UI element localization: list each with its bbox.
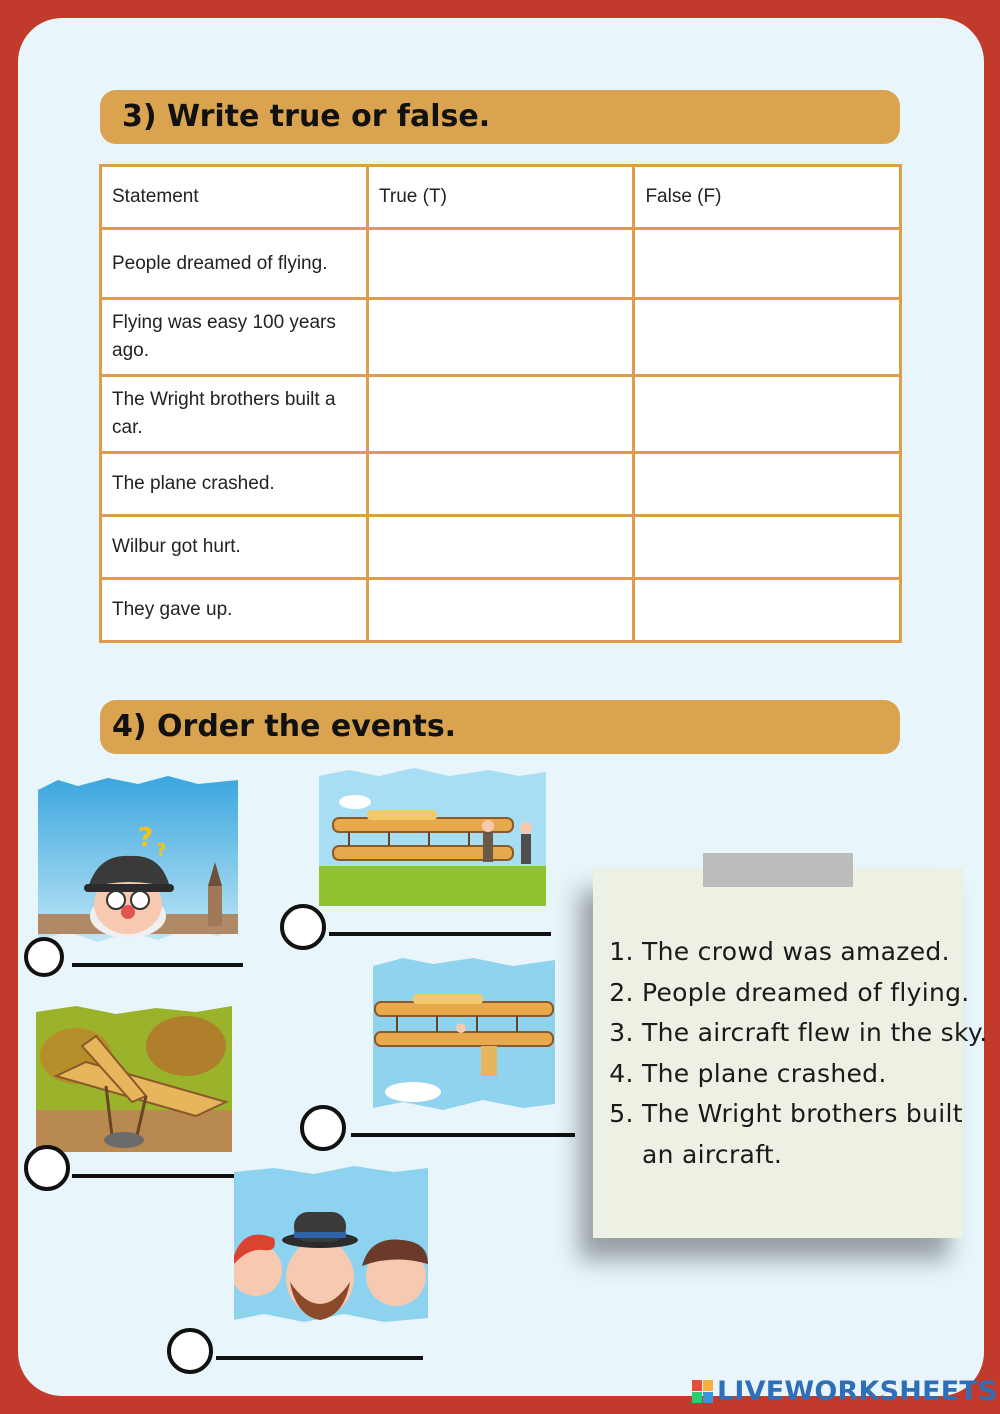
table-row bbox=[101, 516, 901, 579]
event-item: 2. People dreamed of flying. bbox=[642, 973, 994, 1014]
answer-circle-2[interactable] bbox=[280, 904, 326, 950]
statement-cell: The plane crashed. bbox=[101, 453, 368, 516]
table-row bbox=[101, 579, 901, 642]
statement-cell: They gave up. bbox=[101, 579, 368, 642]
event-item: 5. The Wright brothers built an aircraft. bbox=[642, 1094, 994, 1175]
section-3-title: 3) Write true or false. bbox=[100, 90, 900, 144]
answer-line-5 bbox=[216, 1356, 423, 1360]
event-item: 3. The aircraft flew in the sky. bbox=[642, 1013, 994, 1054]
answer-circle-3[interactable] bbox=[24, 1145, 70, 1191]
answer-circle-5[interactable] bbox=[167, 1328, 213, 1374]
aircraft-flying-image bbox=[373, 958, 555, 1110]
logo-icon bbox=[692, 1380, 713, 1403]
false-answer-cell[interactable] bbox=[634, 376, 901, 453]
svg-text:?: ? bbox=[156, 840, 167, 861]
statement-cell: Flying was easy 100 years ago. bbox=[101, 299, 368, 376]
true-answer-cell[interactable] bbox=[368, 516, 634, 579]
answer-line-4 bbox=[351, 1133, 575, 1137]
table-row bbox=[101, 229, 901, 299]
false-answer-cell[interactable] bbox=[634, 453, 901, 516]
true-answer-cell[interactable] bbox=[368, 299, 634, 376]
section-4-title: 4) Order the events. bbox=[100, 700, 900, 754]
answer-line-3 bbox=[72, 1174, 243, 1178]
true-answer-cell[interactable] bbox=[368, 579, 634, 642]
events-list bbox=[612, 932, 994, 1175]
header-false: False (F) bbox=[634, 166, 901, 229]
statement-cell: The Wright brothers built a car. bbox=[101, 376, 368, 453]
false-answer-cell[interactable] bbox=[634, 299, 901, 376]
table-row bbox=[101, 453, 901, 516]
amazed-crowd-image bbox=[234, 1166, 428, 1322]
event-item: 4. The plane crashed. bbox=[642, 1054, 994, 1095]
true-answer-cell[interactable] bbox=[368, 229, 634, 299]
answer-line-2 bbox=[329, 932, 551, 936]
brothers-with-aircraft-image bbox=[319, 768, 546, 906]
answer-circle-1[interactable] bbox=[24, 937, 64, 977]
liveworksheets-logo bbox=[692, 1374, 998, 1408]
brand-name: LIVEWORKSHEETS bbox=[717, 1375, 998, 1407]
svg-text:?: ? bbox=[138, 823, 154, 853]
plane-crashed-image bbox=[36, 1006, 232, 1152]
old-man-dreaming-image bbox=[38, 776, 238, 944]
answer-line-1 bbox=[72, 963, 243, 967]
false-answer-cell[interactable] bbox=[634, 579, 901, 642]
table-row bbox=[101, 376, 901, 453]
true-false-table bbox=[99, 164, 902, 643]
table-header-row bbox=[101, 166, 901, 229]
false-answer-cell[interactable] bbox=[634, 229, 901, 299]
table-row bbox=[101, 299, 901, 376]
statement-cell: Wilbur got hurt. bbox=[101, 516, 368, 579]
header-statement: Statement bbox=[101, 166, 368, 229]
header-true: True (T) bbox=[368, 166, 634, 229]
statement-cell: People dreamed of flying. bbox=[101, 229, 368, 299]
note-tape bbox=[703, 853, 853, 887]
true-answer-cell[interactable] bbox=[368, 453, 634, 516]
true-answer-cell[interactable] bbox=[368, 376, 634, 453]
false-answer-cell[interactable] bbox=[634, 516, 901, 579]
event-item: 1. The crowd was amazed. bbox=[642, 932, 994, 973]
answer-circle-4[interactable] bbox=[300, 1105, 346, 1151]
